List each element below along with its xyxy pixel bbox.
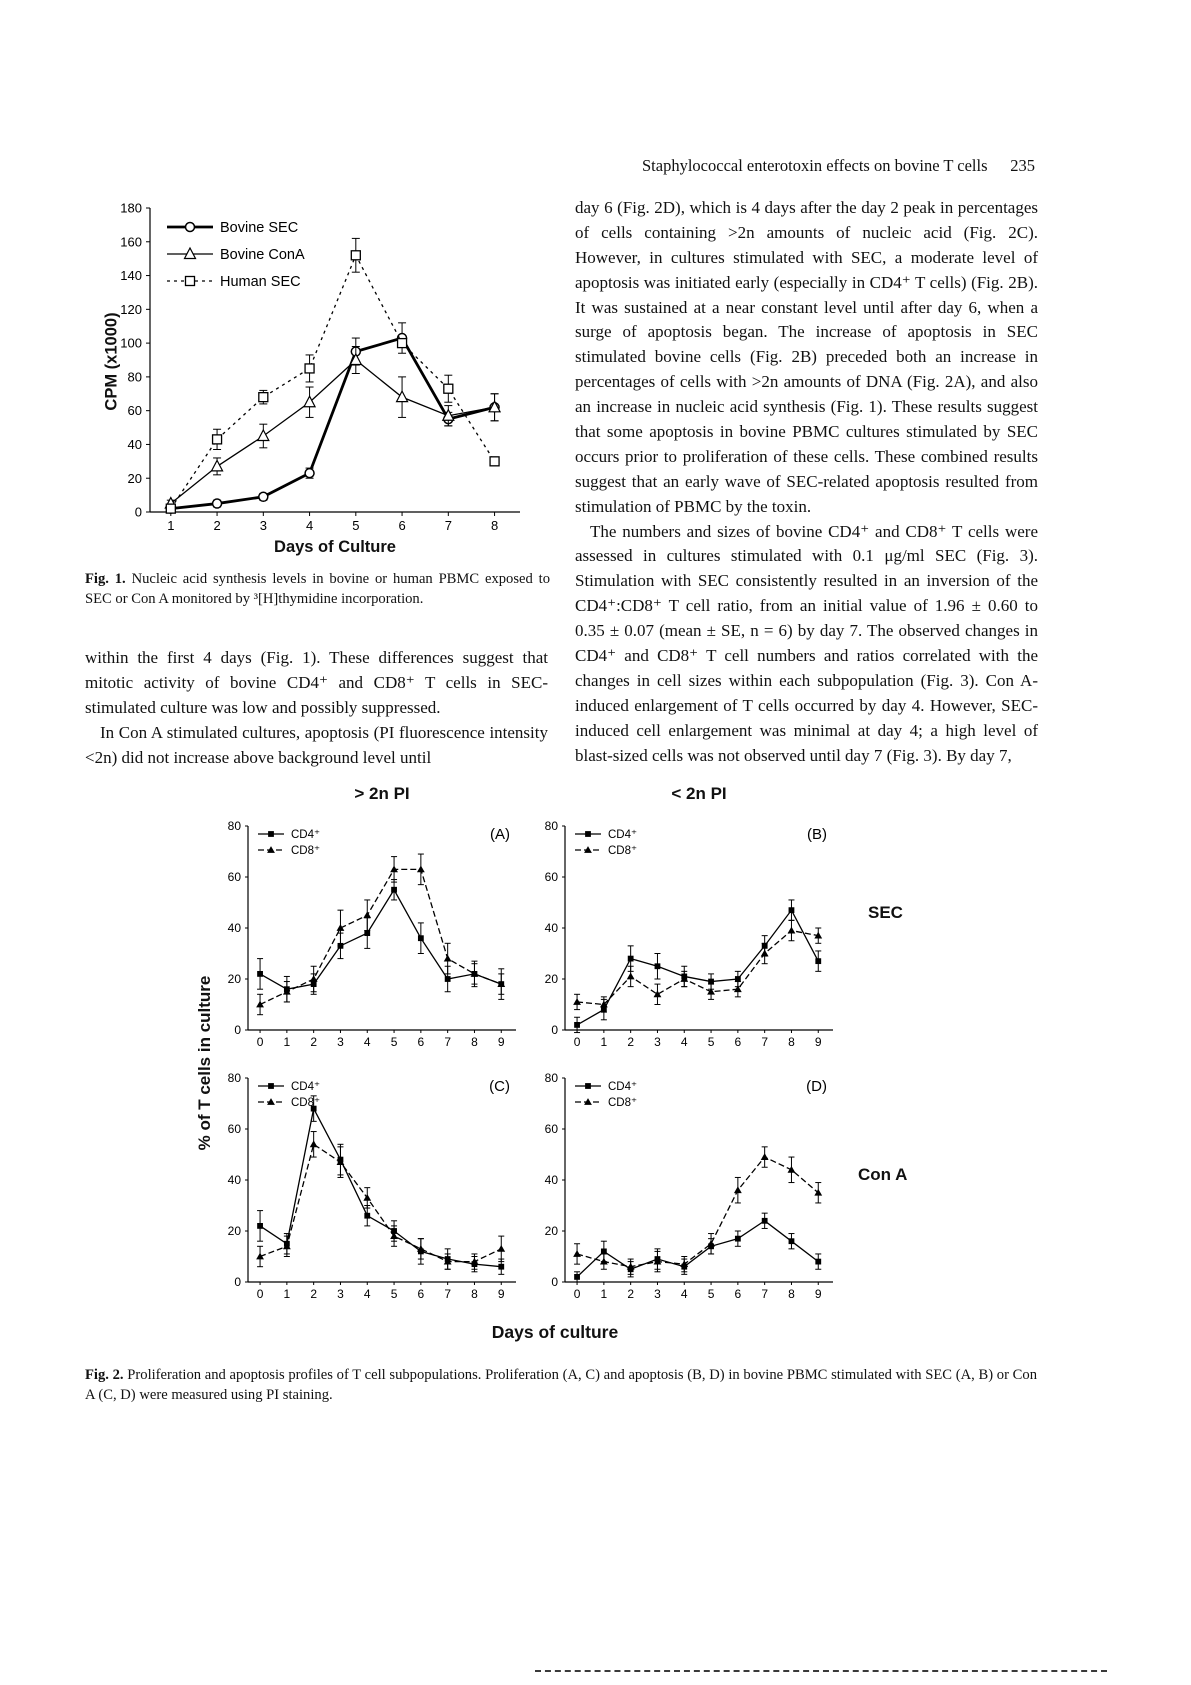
svg-text:Bovine ConA: Bovine ConA bbox=[220, 247, 305, 264]
svg-text:8: 8 bbox=[788, 1287, 795, 1301]
running-header bbox=[642, 156, 1035, 176]
fig1-line-chart bbox=[85, 196, 555, 546]
svg-text:4: 4 bbox=[363, 1287, 371, 1301]
svg-text:1: 1 bbox=[283, 1287, 291, 1301]
svg-text:80: 80 bbox=[227, 819, 241, 834]
svg-text:9: 9 bbox=[814, 1287, 822, 1301]
right-column-text bbox=[575, 196, 1038, 768]
body-paragraph: day 6 (Fig. 2D), which is 4 days after the day 2 peak in percentages of cells containing >2n amounts of nucleic acid (Fig. 2C). However, in cultures stimulated with SEC, a moderate level of apoptosis was initiated early (especially in CD4⁺ T cells) (Fig. 2B). It was sustained at a near constant level until after day 6, when a surge of apoptosis began. The increase of apoptosis in SEC stimulated bovine cells (Fig. 2B) preceded both an increase in percentages of cells with >2n amounts of DNA (Fig. 2A), and also an increase in nucleic acid synthesis (Fig. 1). These results suggest that some apoptosis in bovine PBMC cultures stimulated by SEC occurs prior to proliferation of these cells. These combined results suggest that an early wave of SEC-related apoptosis resulted from stimulation of PBMC by the toxin. bbox=[575, 198, 1038, 516]
svg-text:0: 0 bbox=[551, 1275, 558, 1290]
svg-text:7: 7 bbox=[444, 518, 452, 533]
svg-text:3: 3 bbox=[654, 1287, 661, 1301]
body-paragraph: In Con A stimulated cultures, apoptosis (PI fluorescence intensity <2n) did not increase above background level until bbox=[85, 722, 548, 767]
svg-text:6: 6 bbox=[734, 1035, 742, 1049]
body-paragraph: The numbers and sizes of bovine CD4⁺ and CD8⁺ T cells were assessed in cultures stimulated with 0.1 μg/ml SEC (Fig. 3). Stimulation with SEC consistently resulted in an inversion of the CD4⁺:CD8⁺ T cell ratio, from an initial value of 1.96 ± 0.60 to 0.35 ± 0.07 (mean ± SE, n = 6) by day 7. The observed changes in CD4⁺ and CD8⁺ T cell numbers and ratios correlated with the changes in cell sizes within each subpopulation (Fig. 3). Con A-induced enlargement of T cells occurred by day 4. However, SEC-induced cell enlargement was minimal at day 4; a high level of blast-sized cells was not observed until day 7 (Fig. 3). By day 7, bbox=[575, 521, 1038, 765]
fig2-row-label-sec: SEC bbox=[868, 903, 903, 922]
svg-text:0: 0 bbox=[573, 1287, 581, 1301]
running-title: Staphylococcal enterotoxin effects on bovine T cells bbox=[642, 156, 988, 175]
svg-text:2: 2 bbox=[213, 518, 221, 533]
fig1-caption bbox=[85, 570, 550, 609]
svg-text:120: 120 bbox=[120, 301, 142, 317]
fig2-column-title-gt2n: > 2n PI bbox=[354, 784, 410, 803]
fig2-caption bbox=[85, 1366, 1037, 1405]
fig2-panel-a-chart bbox=[200, 810, 530, 1065]
svg-text:6: 6 bbox=[417, 1287, 425, 1301]
svg-text:3: 3 bbox=[654, 1035, 661, 1049]
fig2-panel-d-chart bbox=[517, 1062, 847, 1317]
svg-text:20: 20 bbox=[227, 972, 241, 987]
svg-text:5: 5 bbox=[390, 1287, 398, 1301]
svg-text:3: 3 bbox=[337, 1287, 344, 1301]
svg-text:CD8⁺: CD8⁺ bbox=[608, 845, 638, 858]
svg-text:7: 7 bbox=[444, 1287, 452, 1301]
fig1-x-axis-label: Days of Culture bbox=[274, 538, 396, 556]
fig2-row-label-cona: Con A bbox=[858, 1165, 908, 1184]
svg-text:60: 60 bbox=[227, 1122, 241, 1137]
svg-text:20: 20 bbox=[544, 1224, 558, 1239]
svg-text:1: 1 bbox=[283, 1035, 291, 1049]
svg-text:80: 80 bbox=[227, 1071, 241, 1086]
svg-text:0: 0 bbox=[234, 1275, 241, 1290]
svg-text:8: 8 bbox=[471, 1035, 478, 1049]
fig2-caption-text: Proliferation and apoptosis profiles of T cell subpopulations. Proliferation (A, C) and apoptosis (B, D) in bovine PBMC stimulated with SEC (A, B) or Con A (C, D) were measured using PI staining. bbox=[85, 1367, 1038, 1403]
svg-text:0: 0 bbox=[256, 1287, 264, 1301]
svg-text:8: 8 bbox=[471, 1287, 478, 1301]
svg-text:2: 2 bbox=[310, 1287, 318, 1301]
svg-text:9: 9 bbox=[497, 1035, 505, 1049]
svg-text:3: 3 bbox=[337, 1035, 344, 1049]
svg-text:60: 60 bbox=[227, 870, 241, 885]
fig2-panel-b-chart bbox=[517, 810, 847, 1065]
svg-text:7: 7 bbox=[761, 1035, 769, 1049]
svg-text:2: 2 bbox=[310, 1035, 318, 1049]
svg-text:4: 4 bbox=[680, 1035, 688, 1049]
svg-text:CD4⁺: CD4⁺ bbox=[608, 829, 638, 842]
svg-text:Human SEC: Human SEC bbox=[220, 274, 301, 291]
svg-text:80: 80 bbox=[127, 369, 142, 385]
page-number: 235 bbox=[1010, 156, 1035, 175]
svg-text:CD8⁺: CD8⁺ bbox=[608, 1097, 638, 1110]
fig1-y-axis-label: CPM (x1000) bbox=[102, 312, 121, 411]
svg-text:5: 5 bbox=[390, 1035, 398, 1049]
svg-text:1: 1 bbox=[600, 1287, 608, 1301]
svg-text:100: 100 bbox=[120, 335, 142, 351]
svg-text:9: 9 bbox=[497, 1287, 505, 1301]
svg-text:1: 1 bbox=[167, 518, 175, 533]
svg-text:20: 20 bbox=[227, 1224, 241, 1239]
svg-text:80: 80 bbox=[544, 819, 558, 834]
fig2-column-title-lt2n: < 2n PI bbox=[671, 784, 727, 803]
svg-text:40: 40 bbox=[127, 436, 142, 452]
svg-text:6: 6 bbox=[734, 1287, 742, 1301]
svg-text:60: 60 bbox=[127, 403, 142, 419]
svg-text:0: 0 bbox=[256, 1035, 264, 1049]
svg-text:(C): (C) bbox=[489, 1078, 510, 1095]
svg-text:0: 0 bbox=[551, 1023, 558, 1038]
svg-text:20: 20 bbox=[544, 972, 558, 987]
svg-text:CD8⁺: CD8⁺ bbox=[291, 845, 321, 858]
svg-text:40: 40 bbox=[544, 1173, 558, 1188]
svg-text:5: 5 bbox=[707, 1035, 715, 1049]
svg-text:8: 8 bbox=[788, 1035, 795, 1049]
svg-text:0: 0 bbox=[234, 1023, 241, 1038]
svg-text:CD4⁺: CD4⁺ bbox=[291, 1081, 321, 1094]
fig2-x-axis-label: Days of culture bbox=[491, 1322, 619, 1342]
svg-text:2: 2 bbox=[627, 1287, 635, 1301]
svg-text:Bovine SEC: Bovine SEC bbox=[220, 220, 299, 237]
svg-text:160: 160 bbox=[120, 234, 142, 250]
svg-text:(B): (B) bbox=[807, 826, 827, 843]
svg-text:(D): (D) bbox=[806, 1078, 827, 1095]
svg-text:4: 4 bbox=[680, 1287, 688, 1301]
svg-text:20: 20 bbox=[127, 470, 142, 486]
svg-text:4: 4 bbox=[363, 1035, 371, 1049]
svg-text:180: 180 bbox=[120, 200, 142, 216]
svg-text:80: 80 bbox=[544, 1071, 558, 1086]
svg-text:40: 40 bbox=[544, 921, 558, 936]
fig2-caption-label: Fig. 2. bbox=[85, 1367, 124, 1383]
svg-text:4: 4 bbox=[305, 518, 314, 533]
svg-text:60: 60 bbox=[544, 1122, 558, 1137]
left-column-text bbox=[85, 646, 548, 770]
svg-text:7: 7 bbox=[444, 1035, 452, 1049]
fig1-caption-label: Fig. 1. bbox=[85, 571, 126, 587]
svg-text:5: 5 bbox=[707, 1287, 715, 1301]
svg-text:5: 5 bbox=[352, 518, 360, 533]
svg-text:CD8⁺: CD8⁺ bbox=[291, 1097, 321, 1110]
svg-text:(A): (A) bbox=[490, 826, 510, 843]
svg-text:6: 6 bbox=[398, 518, 406, 533]
svg-text:40: 40 bbox=[227, 921, 241, 936]
svg-text:1: 1 bbox=[600, 1035, 608, 1049]
svg-text:6: 6 bbox=[417, 1035, 425, 1049]
fig2-panel-c-chart bbox=[200, 1062, 530, 1317]
svg-text:9: 9 bbox=[814, 1035, 822, 1049]
fig1-caption-text: Nucleic acid synthesis levels in bovine or human PBMC exposed to SEC or Con A monitored by ³[H]thymidine incorporation. bbox=[85, 571, 551, 607]
svg-text:CD4⁺: CD4⁺ bbox=[291, 829, 321, 842]
svg-text:8: 8 bbox=[490, 518, 499, 533]
svg-text:40: 40 bbox=[227, 1173, 241, 1188]
svg-text:CD4⁺: CD4⁺ bbox=[608, 1081, 638, 1094]
svg-text:0: 0 bbox=[134, 504, 142, 520]
svg-text:60: 60 bbox=[544, 870, 558, 885]
svg-text:7: 7 bbox=[761, 1287, 769, 1301]
body-paragraph: within the first 4 days (Fig. 1). These differences suggest that mitotic activity of bovine CD4⁺ and CD8⁺ T cells in SEC-stimulated culture was low and possibly suppressed. bbox=[85, 648, 548, 717]
fig2-y-axis-label: % of T cells in culture bbox=[195, 975, 214, 1151]
svg-text:2: 2 bbox=[627, 1035, 635, 1049]
svg-text:140: 140 bbox=[120, 268, 142, 284]
svg-text:3: 3 bbox=[259, 518, 267, 533]
scan-artifact-dashed-line bbox=[535, 1670, 1107, 1672]
svg-text:0: 0 bbox=[573, 1035, 581, 1049]
